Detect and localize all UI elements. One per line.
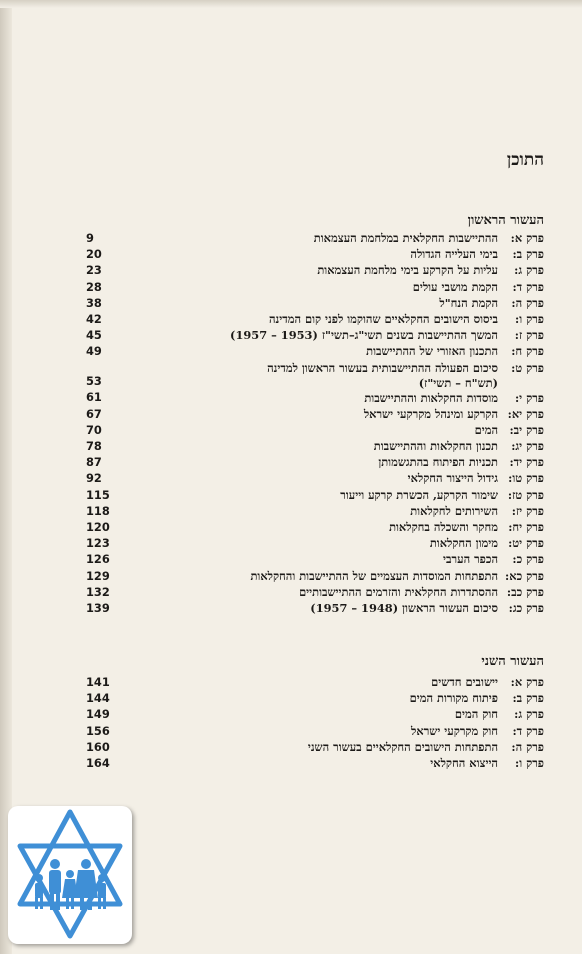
chapter-label: פרק כא: (505, 568, 544, 583)
chapter-title: מימון החקלאות (429, 536, 498, 551)
chapter-title: הקרקע ומינהל מקרקעי ישראל (363, 406, 498, 421)
chapter-title: עליות על הקרקע בימי מלחמת העצמאות (317, 263, 498, 278)
chapter-title-continuation: (תש"ח – תשי"ז) (418, 375, 498, 390)
chapter-label: פרק ה: (511, 295, 544, 310)
section-heading-first-decade: העשור הראשון (467, 213, 544, 228)
page-edge-top (0, 0, 582, 8)
toc-entry (88, 438, 544, 454)
toc-entry (88, 519, 544, 535)
page-number: 49 (86, 344, 102, 359)
page-number: 132 (86, 584, 110, 599)
toc-entry (88, 343, 544, 359)
page-number: 78 (86, 439, 102, 454)
chapter-title: התפתחות הישובים החקלאיים בעשור השני (307, 739, 498, 754)
chapter-label: פרק ט: (511, 360, 544, 375)
chapter-label: פרק כג: (508, 600, 544, 615)
chapter-label: פרק יד: (509, 455, 544, 470)
page-title: התוכן (506, 150, 544, 170)
page-number: 92 (86, 471, 102, 486)
chapter-title: הקמת הנח"ל (439, 295, 498, 310)
chapter-label: פרק א: (510, 675, 544, 689)
page-number: 160 (86, 739, 110, 754)
page-number: 149 (86, 707, 110, 722)
chapter-label: פרק ז: (514, 328, 544, 343)
toc-entry (88, 327, 544, 343)
page-number: 61 (86, 390, 102, 405)
chapter-label: פרק כב: (506, 584, 544, 599)
toc-entry (88, 755, 544, 771)
page-number: 38 (86, 295, 102, 310)
chapter-label: פרק ו: (515, 311, 544, 326)
toc-entry (88, 470, 544, 486)
toc-entry (88, 584, 544, 600)
chapter-title: סיכום העשור הראשון (1948 – 1957) (310, 600, 498, 615)
page-number: 67 (86, 406, 102, 421)
page-number: 118 (86, 503, 110, 518)
toc-entry (88, 454, 544, 470)
toc-entry (88, 739, 544, 755)
section-heading-second-decade: העשור השני (481, 654, 544, 669)
chapter-title: מחקר והשכלה בחקלאות (389, 520, 498, 534)
chapter-title: הקמת מושבי עולים (412, 279, 498, 294)
chapter-label: פרק א: (510, 231, 544, 245)
toc-entry (88, 406, 544, 422)
toc-entry (88, 262, 544, 278)
toc-entry (88, 690, 544, 706)
logo-graphic (8, 806, 132, 944)
toc-entry (88, 246, 544, 262)
page-number: 126 (86, 552, 110, 567)
chapter-title: ביסוס הישובים החקלאיים שהוקמו לפני קום המדינה (268, 311, 498, 326)
chapter-label: פרק ה: (511, 739, 544, 754)
chapter-title: מוסדות החקלאות וההתיישבות (364, 390, 498, 405)
toc-entry (88, 295, 544, 311)
chapter-label: פרק כ: (512, 552, 544, 567)
page-number: 70 (86, 422, 102, 437)
chapter-label: פרק טז: (507, 487, 544, 502)
chapter-label: פרק ח: (511, 344, 544, 359)
page-number: 156 (86, 723, 110, 738)
page-number: 141 (86, 674, 110, 689)
chapter-title: התפתחות המוסדות העצמיים של ההתיישבות והחקלאות (250, 568, 498, 583)
chapter-label: פרק ד: (512, 279, 544, 294)
toc-list-second-decade (88, 674, 544, 771)
page-number: 28 (86, 279, 102, 294)
chapter-label: פרק יז: (511, 503, 544, 518)
toc-entry (88, 503, 544, 519)
page-number: 115 (86, 487, 110, 502)
chapter-label: פרק יא: (507, 406, 544, 421)
chapter-title: יישובים חדשים (431, 675, 498, 689)
toc-entry (88, 551, 544, 567)
chapter-title: פיתוח מקורות המים (409, 691, 498, 706)
chapter-label: פרק יג: (511, 439, 544, 454)
toc-entry (88, 723, 544, 739)
chapter-title: גידול הייצור החקלאי (407, 471, 498, 486)
chapter-title: חוק המים (454, 707, 498, 722)
page-number: 42 (86, 311, 102, 326)
chapter-label: פרק ד: (512, 723, 544, 738)
chapter-label: פרק ו: (515, 755, 544, 770)
page-number: 123 (86, 536, 110, 551)
chapter-title: המים (474, 422, 498, 437)
page-number: 53 (86, 374, 102, 389)
chapter-title: תכנון החקלאות וההתיישבות (373, 439, 498, 454)
page-number: 164 (86, 755, 110, 770)
page-number: 144 (86, 691, 110, 706)
toc-entry (88, 360, 544, 390)
chapter-title: ההסתדרות החקלאית והזרמים ההתיישבותיים (299, 584, 498, 599)
chapter-label: פרק ב: (512, 691, 544, 706)
chapter-label: פרק טו: (508, 471, 544, 486)
chapter-label: פרק יב: (509, 422, 544, 437)
toc-entry (88, 487, 544, 503)
toc-entry (88, 422, 544, 438)
chapter-title: בימי העלייה הגדולה (410, 247, 498, 262)
page-number: 45 (86, 328, 102, 343)
chapter-title: שימור הקרקע, הכשרת קרקע וייעור (340, 487, 498, 502)
page-number: 139 (86, 600, 110, 615)
page-number: 120 (86, 519, 110, 534)
chapter-title: הכפר הערבי (443, 552, 498, 567)
toc-list-first-decade (88, 230, 544, 616)
chapter-label: פרק ב: (512, 247, 544, 262)
chapter-title: סיכום הפעולה ההתיישבותית בעשור הראשון למדינה (267, 360, 498, 375)
page-number: 129 (86, 568, 110, 583)
page-number: 20 (86, 247, 102, 262)
toc-entry (88, 535, 544, 551)
chapter-label: פרק יט: (508, 536, 544, 551)
toc-entry (88, 230, 544, 246)
toc-entry (88, 600, 544, 616)
chapter-title: המשך ההתיישבות בשנים תשי"ג–תשי"ז (1953 – 1957) (230, 328, 498, 343)
page-number: 87 (86, 455, 102, 470)
star-of-david-family-logo (8, 806, 132, 944)
toc-entry (88, 390, 544, 406)
toc-entry (88, 568, 544, 584)
chapter-label: פרק יח: (508, 520, 544, 534)
toc-entry (88, 279, 544, 295)
toc-entry (88, 674, 544, 690)
toc-entry (88, 311, 544, 327)
chapter-title: הייצוא החקלאי (430, 755, 498, 770)
toc-entry (88, 706, 544, 722)
chapter-title: ההתיישבות החקלאית במלחמת העצמאות (313, 231, 498, 245)
chapter-label: פרק ג: (514, 707, 544, 722)
chapter-title: תכניות הפיתוח בהתגשמותן (378, 455, 498, 470)
page-number: 23 (86, 263, 102, 278)
chapter-title: חוק מקרקעי ישראל (411, 723, 498, 738)
chapter-title: התכנון האזורי של ההתיישבות (366, 344, 498, 359)
page-number: 9 (86, 230, 94, 245)
chapter-label: פרק ג: (514, 263, 544, 278)
chapter-label: פרק י: (514, 390, 544, 405)
chapter-title: השירותים לחקלאות (410, 503, 498, 518)
